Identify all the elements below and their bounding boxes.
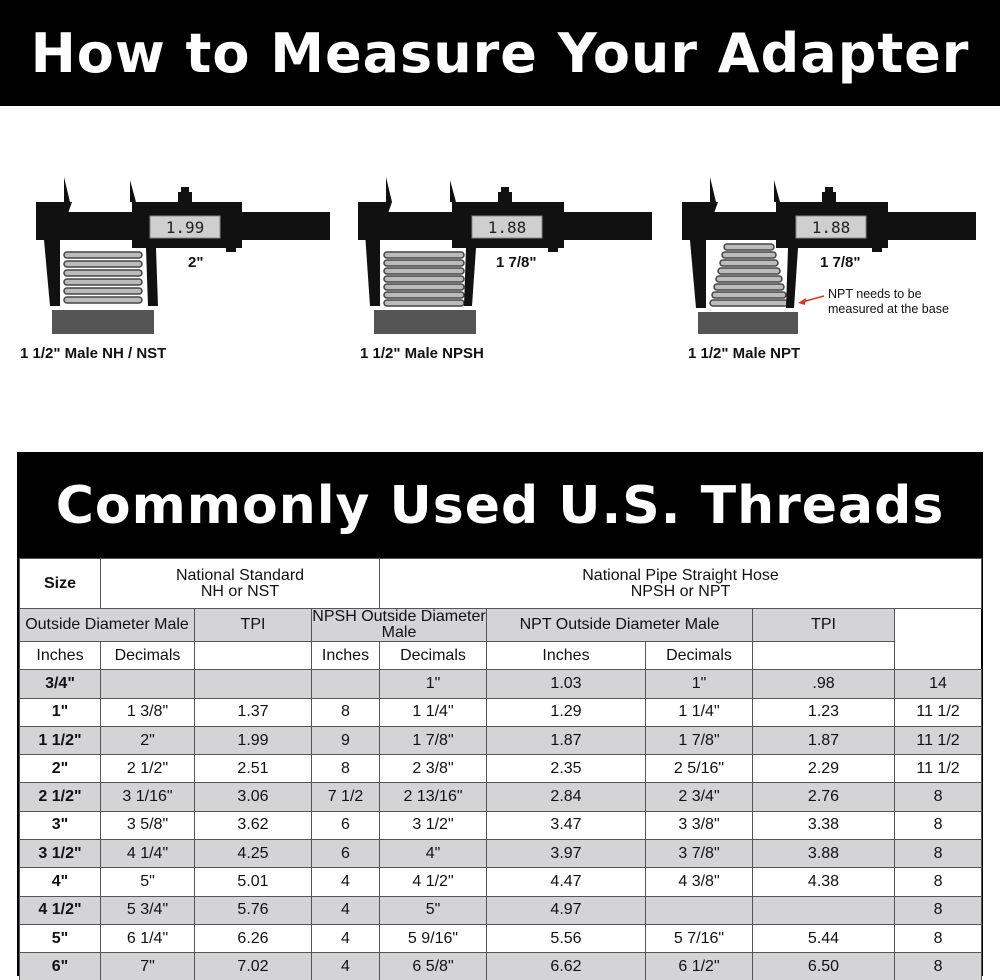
table-cell: 7 1/2 [312, 783, 380, 811]
table-cell: 3.06 [195, 783, 312, 811]
table-cell: 1 3/8" [101, 698, 195, 726]
caliper-reading-1: 1.99 [165, 218, 205, 237]
table-cell: 4.38 [753, 868, 895, 896]
table-cell: 8 [895, 896, 982, 924]
col-inches: Inches [20, 642, 101, 670]
table-row [20, 896, 982, 924]
table-cell: 1.23 [753, 698, 895, 726]
col-decimals: Decimals [101, 642, 195, 670]
table-cell: 1 7/8" [380, 726, 487, 754]
table-cell: 6.26 [195, 924, 312, 952]
table-cell: 11 1/2 [895, 726, 982, 754]
col-inches: Inches [312, 642, 380, 670]
npt-od-header: NPT Outside Diameter Male [487, 609, 753, 642]
row-size-cell: 1 1/2" [20, 726, 101, 754]
row-size-cell: 2 1/2" [20, 783, 101, 811]
table-cell: 6 1/4" [101, 924, 195, 952]
table-cell: 3.88 [753, 840, 895, 868]
npsh-header: National Pipe Straight Hose NPSH or NPT [380, 559, 982, 609]
table-cell: 4 [312, 896, 380, 924]
row-size-cell: 4" [20, 868, 101, 896]
table-cell: 1.29 [487, 698, 646, 726]
table-cell: 5.56 [487, 924, 646, 952]
table-cell: 2 3/8" [380, 755, 487, 783]
caliper-caption: 1 1/2" Male NPSH [360, 345, 484, 362]
table-cell: 11 1/2 [895, 698, 982, 726]
table-cell: 2" [101, 726, 195, 754]
national-standard-header: National Standard NH or NST [101, 559, 380, 609]
size-header: Size [20, 559, 101, 609]
row-size-cell: 3 1/2" [20, 840, 101, 868]
table-cell: 2 3/4" [646, 783, 753, 811]
table-row [20, 924, 982, 952]
table-cell [753, 896, 895, 924]
table-cell: 4 [312, 868, 380, 896]
table-cell: 1.03 [487, 670, 646, 698]
table-cell: 7.02 [195, 953, 312, 980]
page-title: How to Measure Your Adapter [0, 0, 1000, 106]
table-row [20, 783, 982, 811]
table-cell: 11 1/2 [895, 755, 982, 783]
col-decimals: Decimals [380, 642, 487, 670]
table-cell: 3 1/2" [380, 811, 487, 839]
table-cell: 8 [895, 924, 982, 952]
row-size-cell: 2" [20, 755, 101, 783]
table-cell: 1" [380, 670, 487, 698]
table-cell: 4.97 [487, 896, 646, 924]
table-cell: 4.25 [195, 840, 312, 868]
table-cell: 1.99 [195, 726, 312, 754]
table-cell: 8 [895, 953, 982, 980]
table-cell: 6.50 [753, 953, 895, 980]
ns-tpi-header: TPI [195, 609, 312, 642]
table-cell: .98 [753, 670, 895, 698]
table-cell: 2.76 [753, 783, 895, 811]
table-cell: 1.87 [753, 726, 895, 754]
caliper-npsh [352, 172, 652, 337]
npt-note: NPT needs to be measured at the base [828, 287, 949, 316]
table-cell: 4 1/4" [101, 840, 195, 868]
table-cell: 3 7/8" [646, 840, 753, 868]
table-cell: 5.76 [195, 896, 312, 924]
row-size-cell: 3" [20, 811, 101, 839]
table-cell: 2 5/16" [646, 755, 753, 783]
table-row [20, 840, 982, 868]
table-cell: 5" [101, 868, 195, 896]
table-cell: 2.84 [487, 783, 646, 811]
table-cell: 8 [895, 840, 982, 868]
table-cell: 7" [101, 953, 195, 980]
table-cell: 9 [312, 726, 380, 754]
table-row [20, 755, 982, 783]
table-cell: 1 7/8" [646, 726, 753, 754]
table-cell: 2.29 [753, 755, 895, 783]
row-size-cell: 1" [20, 698, 101, 726]
table-cell: 6.62 [487, 953, 646, 980]
table-cell: 3 3/8" [646, 811, 753, 839]
table-title: Commonly Used U.S. Threads [19, 454, 981, 558]
table-row [20, 953, 982, 980]
table-cell: 14 [895, 670, 982, 698]
table-cell: 5 7/16" [646, 924, 753, 952]
table-cell: 5 9/16" [380, 924, 487, 952]
threads-table-panel [17, 452, 983, 976]
table-cell: 1.37 [195, 698, 312, 726]
caliper-size-label: 1 7/8" [496, 254, 537, 271]
table-cell: 3 1/16" [101, 783, 195, 811]
table-cell: 1.87 [487, 726, 646, 754]
table-cell: 1 1/4" [380, 698, 487, 726]
table-cell: 8 [312, 755, 380, 783]
caliper-size-label: 1 7/8" [820, 254, 861, 271]
caliper-reading-2: 1.88 [487, 218, 527, 237]
caliper-caption: 1 1/2" Male NH / NST [20, 345, 167, 362]
table-row [20, 726, 982, 754]
col-empty [753, 642, 895, 670]
table-row [20, 868, 982, 896]
table-cell: 6 5/8" [380, 953, 487, 980]
table-cell: 1" [646, 670, 753, 698]
table-cell: 8 [895, 783, 982, 811]
table-cell: 2 13/16" [380, 783, 487, 811]
table-cell: 4 [312, 953, 380, 980]
threads-table [19, 558, 982, 980]
table-cell: 8 [895, 868, 982, 896]
table-cell: 2.35 [487, 755, 646, 783]
row-size-cell: 4 1/2" [20, 896, 101, 924]
caliper-caption: 1 1/2" Male NPT [688, 345, 801, 362]
ns-od-header: Outside Diameter Male [20, 609, 195, 642]
col-decimals: Decimals [646, 642, 753, 670]
table-cell: 1 1/4" [646, 698, 753, 726]
table-cell [646, 896, 753, 924]
row-size-cell: 3/4" [20, 670, 101, 698]
table-cell: 5" [380, 896, 487, 924]
table-row [20, 811, 982, 839]
table-cell: 4 [312, 924, 380, 952]
table-cell: 8 [895, 811, 982, 839]
row-size-cell: 6" [20, 953, 101, 980]
table-row [20, 698, 982, 726]
caliper-nh-nst [30, 172, 330, 337]
table-cell: 5.44 [753, 924, 895, 952]
table-cell: 6 [312, 811, 380, 839]
row-size-cell: 5" [20, 924, 101, 952]
table-cell [101, 670, 195, 698]
table-cell: 3.97 [487, 840, 646, 868]
table-cell: 3.38 [753, 811, 895, 839]
table-cell [312, 670, 380, 698]
npsh-tpi-header: TPI [753, 609, 895, 642]
table-cell: 4 3/8" [646, 868, 753, 896]
table-row [20, 670, 982, 698]
table-cell: 4 1/2" [380, 868, 487, 896]
table-cell: 2 1/2" [101, 755, 195, 783]
table-cell: 4" [380, 840, 487, 868]
table-cell: 6 [312, 840, 380, 868]
table-cell: 3.47 [487, 811, 646, 839]
table-cell: 3.62 [195, 811, 312, 839]
table-cell: 3 5/8" [101, 811, 195, 839]
table-cell: 8 [312, 698, 380, 726]
caliper-size-label: 2" [188, 254, 204, 271]
table-cell: 4.47 [487, 868, 646, 896]
caliper-reading-3: 1.88 [811, 218, 851, 237]
table-cell: 2.51 [195, 755, 312, 783]
table-cell [195, 670, 312, 698]
table-cell: 6 1/2" [646, 953, 753, 980]
npsh-od-header: NPSH Outside Diameter Male [312, 608, 486, 641]
col-empty [195, 642, 312, 670]
col-inches: Inches [487, 642, 646, 670]
table-cell: 5 3/4" [101, 896, 195, 924]
table-cell: 5.01 [195, 868, 312, 896]
